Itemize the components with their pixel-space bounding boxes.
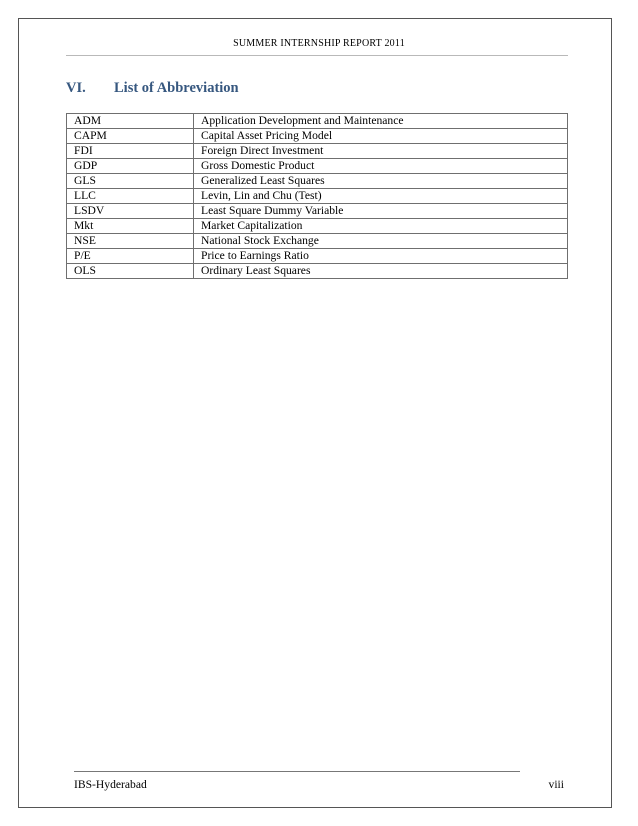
abbreviation-cell: FDI	[67, 144, 194, 159]
abbreviation-cell: LLC	[67, 189, 194, 204]
running-header: SUMMER INTERNSHIP REPORT 2011	[233, 38, 405, 49]
footer-rule	[74, 771, 520, 772]
meaning-cell: Market Capitalization	[194, 219, 568, 234]
abbreviation-cell: ADM	[67, 114, 194, 129]
abbreviation-cell: LSDV	[67, 204, 194, 219]
table-row	[67, 159, 568, 174]
table-row	[67, 174, 568, 189]
table-row	[67, 114, 568, 129]
abbreviation-cell: P/E	[67, 249, 194, 264]
abbreviation-table	[66, 113, 568, 279]
abbreviation-cell: CAPM	[67, 129, 194, 144]
table-row	[67, 189, 568, 204]
section-title: List of Abbreviation	[114, 80, 239, 96]
header-rule	[66, 55, 568, 56]
meaning-cell: Levin, Lin and Chu (Test)	[194, 189, 568, 204]
meaning-cell: Application Development and Maintenance	[194, 114, 568, 129]
table-row	[67, 249, 568, 264]
table-row	[67, 144, 568, 159]
section-number: VI.	[66, 80, 86, 96]
meaning-cell: Capital Asset Pricing Model	[194, 129, 568, 144]
abbreviation-cell: Mkt	[67, 219, 194, 234]
page-number: viii	[548, 778, 564, 791]
table-row	[67, 204, 568, 219]
meaning-cell: National Stock Exchange	[194, 234, 568, 249]
meaning-cell: Gross Domestic Product	[194, 159, 568, 174]
meaning-cell: Price to Earnings Ratio	[194, 249, 568, 264]
abbreviation-cell: GDP	[67, 159, 194, 174]
meaning-cell: Ordinary Least Squares	[194, 264, 568, 279]
abbreviation-cell: OLS	[67, 264, 194, 279]
table-row	[67, 264, 568, 279]
table-row	[67, 234, 568, 249]
meaning-cell: Foreign Direct Investment	[194, 144, 568, 159]
table-row	[67, 219, 568, 234]
table-row	[67, 129, 568, 144]
abbreviation-cell: GLS	[67, 174, 194, 189]
meaning-cell: Generalized Least Squares	[194, 174, 568, 189]
meaning-cell: Least Square Dummy Variable	[194, 204, 568, 219]
abbreviation-cell: NSE	[67, 234, 194, 249]
footer-institution: IBS-Hyderabad	[74, 778, 147, 791]
